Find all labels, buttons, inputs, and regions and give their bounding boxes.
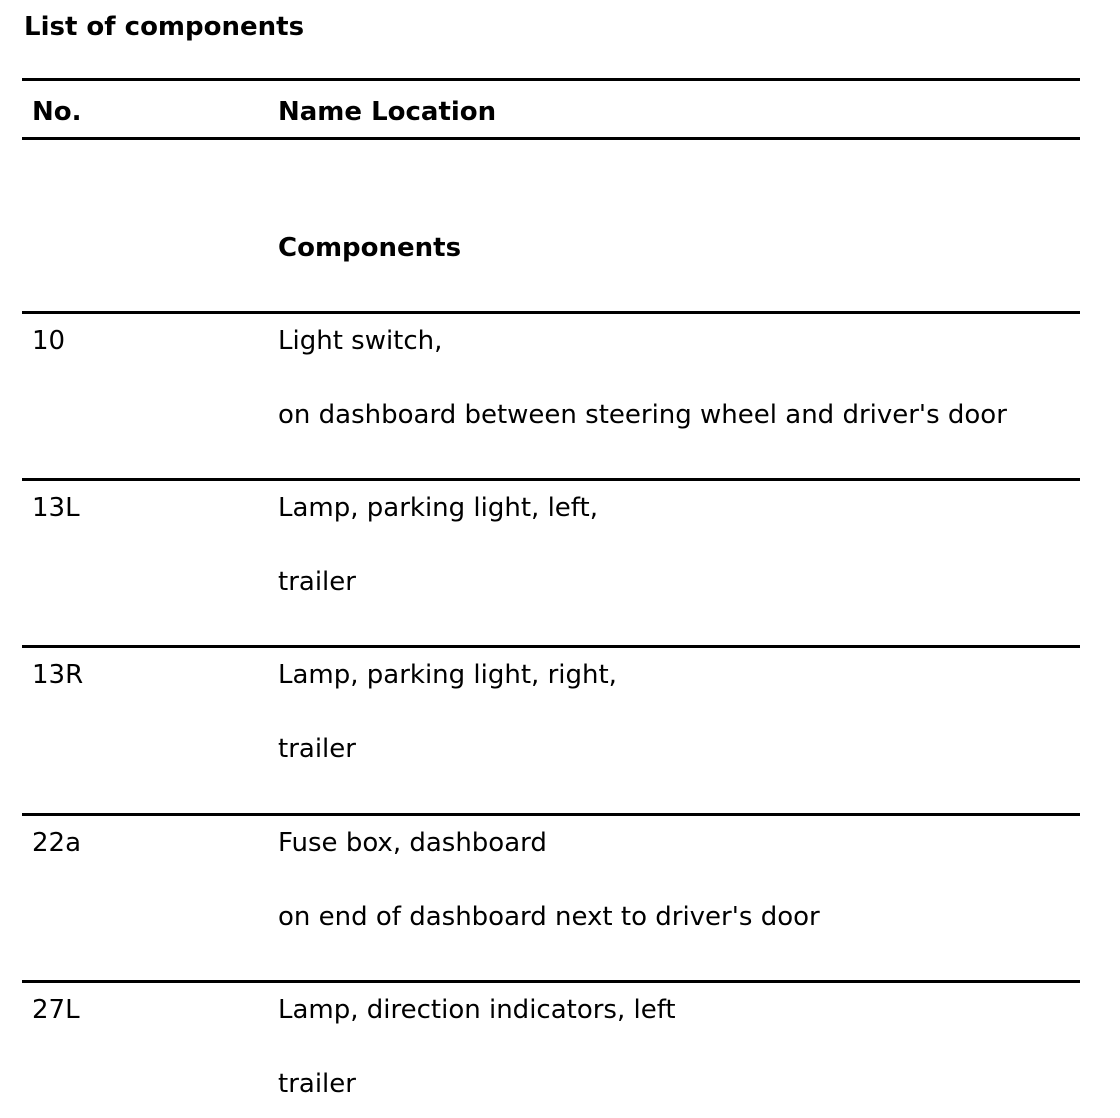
row-location: on end of dashboard next to driver's door <box>278 902 820 932</box>
row-number: 27L <box>32 995 80 1025</box>
row-divider <box>22 980 1080 983</box>
header-bottom-rule <box>22 137 1080 140</box>
section-label: Components <box>278 233 462 263</box>
row-divider <box>22 645 1080 648</box>
row-name: Light switch, <box>278 326 443 356</box>
header-name-location: Name Location <box>278 97 497 127</box>
row-location: on dashboard between steering wheel and driver's door <box>278 400 1007 430</box>
row-location: trailer <box>278 734 356 764</box>
row-name: Lamp, parking light, left, <box>278 493 598 523</box>
row-number: 13L <box>32 493 80 523</box>
row-divider <box>22 478 1080 481</box>
row-name: Lamp, direction indicators, left <box>278 995 676 1025</box>
row-number: 22a <box>32 828 82 858</box>
row-divider <box>22 813 1080 816</box>
row-number: 10 <box>32 326 66 356</box>
header-no: No. <box>32 97 82 127</box>
row-name: Fuse box, dashboard <box>278 828 547 858</box>
document-title: List of components <box>24 12 305 42</box>
row-location: trailer <box>278 1069 356 1099</box>
table-top-rule <box>22 78 1080 81</box>
row-name: Lamp, parking light, right, <box>278 660 617 690</box>
row-number: 13R <box>32 660 84 690</box>
row-location: trailer <box>278 567 356 597</box>
row-divider <box>22 311 1080 314</box>
